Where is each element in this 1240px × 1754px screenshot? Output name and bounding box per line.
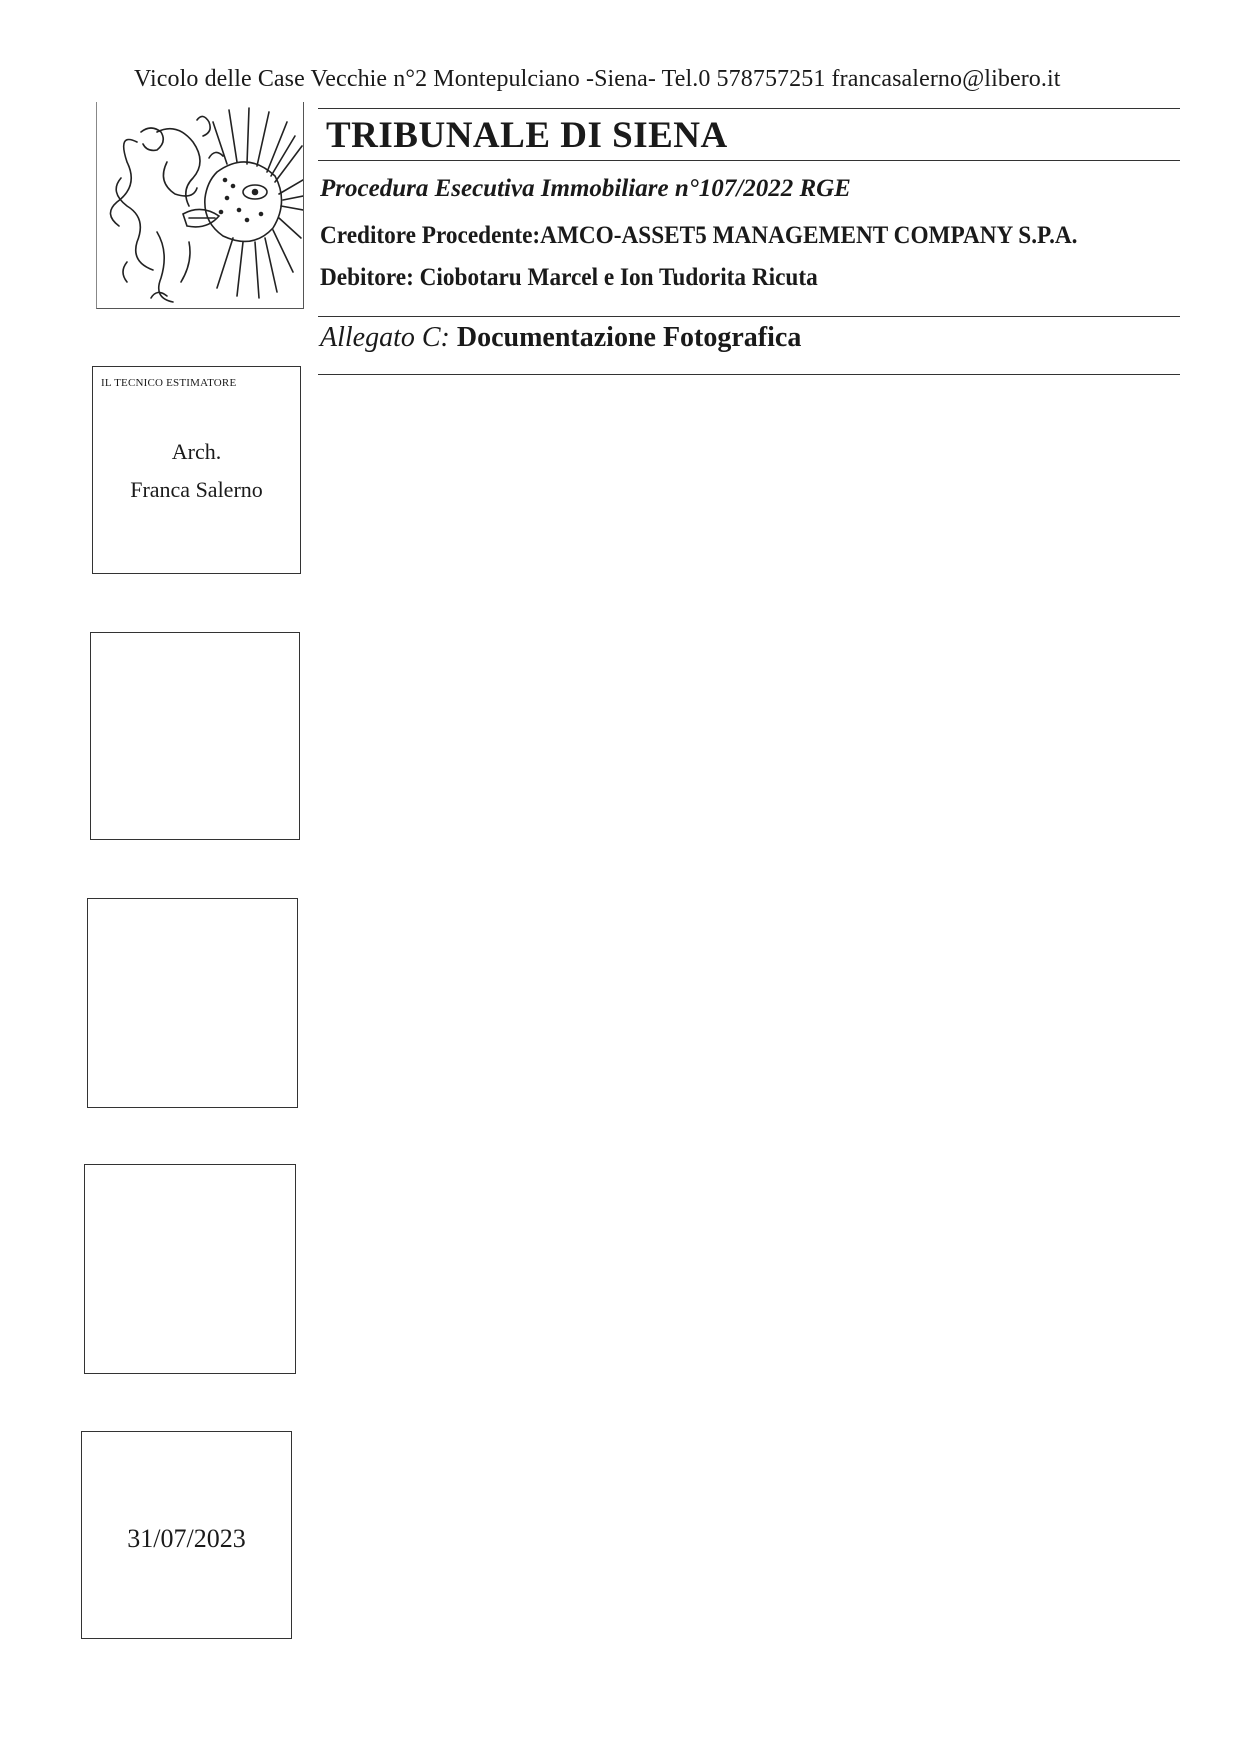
tecnico-caption: IL TECNICO ESTIMATORE	[101, 377, 237, 389]
header-bottom-rule	[318, 316, 1180, 317]
header-rule	[318, 108, 1180, 109]
attachment-label: Allegato C:	[320, 322, 450, 353]
tecnico-name: Franca Salerno	[130, 477, 263, 502]
court-title: TRIBUNALE DI SIENA	[326, 115, 728, 156]
title-rule	[318, 160, 1180, 161]
document-date: 31/07/2023	[127, 1524, 246, 1553]
tecnico-title: Arch.	[171, 439, 222, 464]
attachment-rule	[318, 374, 1180, 375]
empty-box-1	[90, 632, 300, 840]
debtor: Debitore: Ciobotaru Marcel e Ion Tudorita Ricuta	[320, 264, 818, 291]
address-line: Vicolo delle Case Vecchie n°2 Montepulciano -Siena- Tel.0 578757251 francasalerno@libero.it	[134, 66, 1061, 92]
sun-face-logo-icon	[97, 102, 303, 308]
tecnico-box	[92, 366, 301, 574]
empty-box-2	[87, 898, 298, 1108]
attachment-title: Documentazione Fotografica	[456, 322, 802, 353]
creditor: Creditore Procedente:AMCO-ASSET5 MANAGEMENT COMPANY S.P.A.	[320, 222, 1078, 249]
date-box	[81, 1431, 292, 1639]
empty-box-3	[84, 1164, 296, 1374]
attachment-heading	[320, 322, 801, 354]
procedure-number: Procedura Esecutiva Immobiliare n°107/2022 RGE	[320, 175, 851, 202]
logo-box	[96, 102, 304, 309]
